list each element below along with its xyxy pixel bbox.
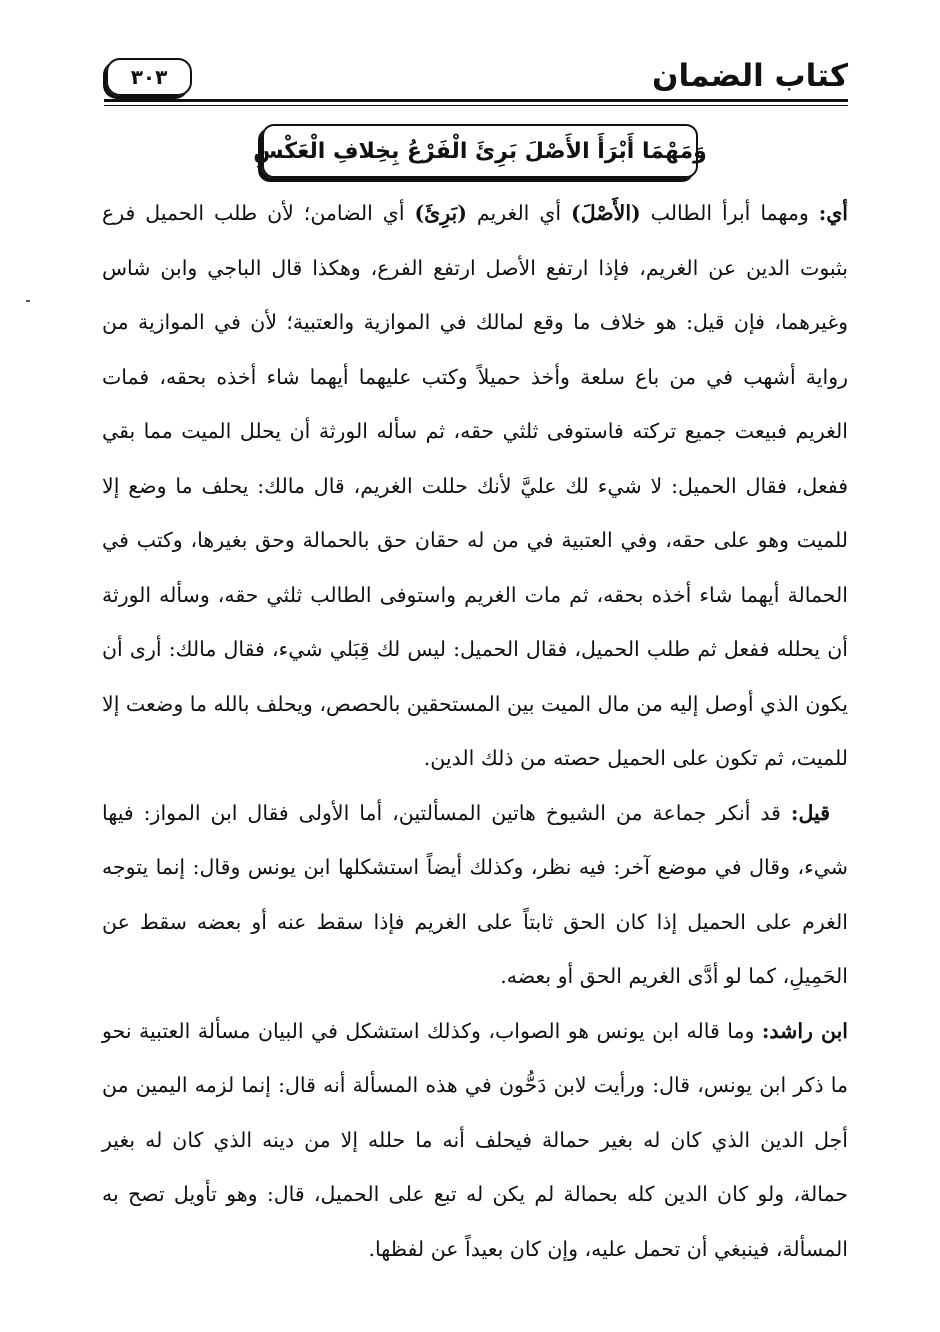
matn-text: وَمَهْمَا أَبْرَأَ الأَصْلَ بَرِئَ الْفَرْعُ بِخِلافِ الْعَكْسِ	[253, 138, 707, 164]
page-header	[104, 48, 848, 104]
text-segment: وما قاله ابن يونس هو الصواب، وكذلك استشكل في البيان مسألة العتبية نحو ما ذكر ابن يونس، قال: ورأيت لابن دَحُّون في هذه المسألة أنه قال: إنما لزمه اليمين من أجل الدين الذي كان له بغير حمالة فيحلف أنه ما حلله إلا من دينه الذي كان له بغير حمالة، ولو كان الدين كله بحمالة لم يكن له تبع على الحميل، قال: وهو تأويل تصح به المسألة، فينبغي أن تحمل عليه، وإن كان بعيداً عن لفظها.	[102, 1018, 848, 1261]
text-segment: أي الضامن؛ لأن طلب الحميل فرع بثبوت الدين عن الغريم، فإذا ارتفع الأصل ارتفع الفرع، وهكذا قال الباجي وابن شاس وغيرهما، فإن قيل: هو خلاف ما وقع لمالك في الموازية والعتبية؛ لأن في الموازية من رواية أشهب في من باع سلعة وأخذ حميلاً وكتب عليهما أيهما شاء أخذه بحقه، فمات الغريم فبيعت جميع تركته فاستوفى ثلثي حقه، ثم سأله الورثة أن يحلل الميت مما بقي ففعل، فقال الحميل: لا شيء لك عليَّ لأنك حللت الغريم، قال مالك: يحلف ما وضع إلا للميت وهو على حقه، وفي العتبية في من له حقان حق بالحمالة وحق بغيرها، وكتب في الحمالة أيهما شاء أخذه بحقه، ثم مات الغريم واستوفى الطالب ثلثي حقه، وسأله الورثة أن يحلله ففعل ثم طلب الحميل، فقال الحميل: ليس لك قِبَلي شيء، فقال مالك: أرى أن يكون الذي أوصل إليه من مال الميت بين المستحقين بالحصص، ويحلف بالله ما وضعت إلا للميت، ثم تكون على الحميل حصته من ذلك الدين.	[102, 201, 848, 770]
author-tag: ابن راشد:	[761, 1018, 848, 1043]
paragraph	[102, 1004, 848, 1277]
header-rule-thin	[104, 105, 848, 106]
text-segment: ومهما أبرأ الطالب	[640, 201, 819, 225]
paragraph	[102, 186, 848, 786]
matn-box	[253, 124, 707, 178]
lead-word: قيل:	[790, 800, 830, 825]
header-rule	[104, 99, 848, 102]
text-segment: قد أنكر جماعة من الشيوخ هاتين المسألتين، أما الأولى فقال ابن المواز: فيها شيء، وقال في موضع آخر: فيه نظر، وكذلك أيضاً استشكلها ابن يونس وقال: إنما يتوجه الغرم على الحميل إذا كان الحق ثابتاً على الغريم فإذا سقط عنه أو بعضه سقط عن الحَمِيلِ، كما لو أدَّى الغريم الحق أو بعضه.	[102, 800, 848, 988]
margin-mark	[26, 300, 30, 302]
lead-word: أي:	[818, 201, 848, 225]
paragraph	[102, 786, 848, 1004]
running-title: كتاب الضمان	[652, 58, 848, 94]
commentary-body	[102, 186, 848, 1276]
text-segment: أي الغريم	[466, 201, 571, 225]
quoted-term: (بَرِئَ)	[414, 201, 467, 225]
quoted-term: (الأَصْلَ)	[571, 201, 641, 225]
page-number: ٣٠٣	[106, 58, 192, 96]
